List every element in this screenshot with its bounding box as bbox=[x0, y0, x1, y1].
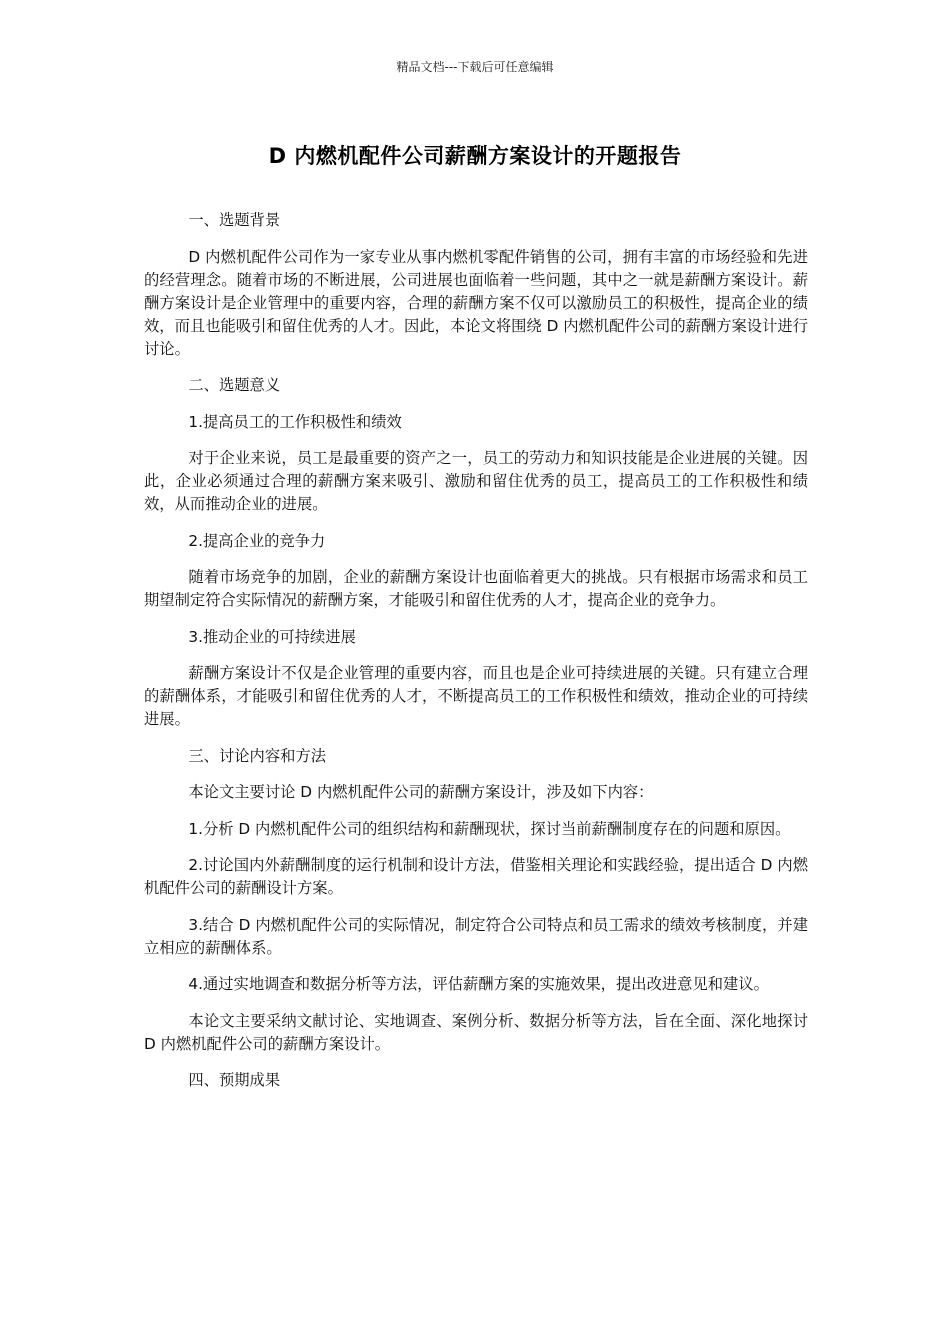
paragraph: 随着市场竞争的加剧，企业的薪酬方案设计也面临着更大的挑战。只有根据市场需求和员工期望制定符合实际情况的薪酬方案，才能吸引和留住优秀的人才，提高企业的竞争力。 bbox=[144, 568, 808, 609]
paragraph: 本论文主要讨论 D 内燃机配件公司的薪酬方案设计，涉及如下内容： bbox=[188, 783, 654, 801]
paragraph: 薪酬方案设计不仅是企业管理的重要内容，而且也是企业可持续进展的关键。只有建立合理的薪酬体系，才能吸引和留住优秀的人才，不断提高员工的工作积极性和绩效，推动企业的可持续进展。 bbox=[144, 664, 808, 728]
subsection-heading: 1.提高员工的工作积极性和绩效 bbox=[188, 412, 402, 431]
paragraph: 对于企业来说，员工是最重要的资产之一，员工的劳动力和知识技能是企业进展的关键。因此，企业必须通过合理的薪酬方案来吸引、激励和留住优秀的员工，提高员工的工作积极性和绩效，从而推动企业的进展。 bbox=[144, 449, 808, 513]
section-heading: 二、选题意义 bbox=[188, 376, 281, 394]
section-heading: 一、选题背景 bbox=[188, 211, 281, 229]
subsection-heading: 3.推动企业的可持续进展 bbox=[188, 627, 356, 646]
section-heading: 四、预期成果 bbox=[188, 1071, 281, 1089]
paragraph: 本论文主要采纳文献讨论、实地调查、案例分析、数据分析等方法，旨在全面、深化地探讨 D 内燃机配件公司的薪酬方案设计。 bbox=[144, 1011, 808, 1053]
list-item: 3.结合 D 内燃机配件公司的实际情况，制定符合公司特点和员工需求的绩效考核制度，并建立相应的薪酬体系。 bbox=[144, 915, 808, 957]
subsection-heading: 2.提高企业的竞争力 bbox=[188, 531, 326, 550]
list-item: 1.分析 D 内燃机配件公司的组织结构和薪酬现状，探讨当前薪酬制度存在的问题和原因。 bbox=[188, 819, 791, 838]
section-heading: 三、讨论内容和方法 bbox=[188, 746, 327, 765]
list-item: 2.讨论国内外薪酬制度的运行机制和设计方法，借鉴相关理论和实践经验，提出适合 D 内燃机配件公司的薪酬设计方案。 bbox=[144, 856, 808, 897]
paragraph: D 内燃机配件公司作为一家专业从事内燃机零配件销售的公司，拥有丰富的市场经验和先进的经营理念。随着市场的不断进展，公司进展也面临着一些问题，其中之一就是薪酬方案设计。薪酬方案设计是企业管理中的重要内容，合理的薪酬方案不仅可以激励员工的积极性，提高企业的绩效，而且也能吸引和留住优秀的人才。因此，本论文将围绕 D 内燃机配件公司的薪酬方案设计进行讨论。 bbox=[144, 247, 808, 358]
document-title: D 内燃机配件公司薪酬方案设计的开题报告 bbox=[268, 144, 682, 168]
document-body bbox=[144, 209, 808, 1106]
header-note: 精品文档---下载后可任意编辑 bbox=[396, 60, 554, 74]
list-item: 4.通过实地调查和数据分析等方法，评估薪酬方案的实施效果，提出改进意见和建议。 bbox=[188, 975, 769, 993]
